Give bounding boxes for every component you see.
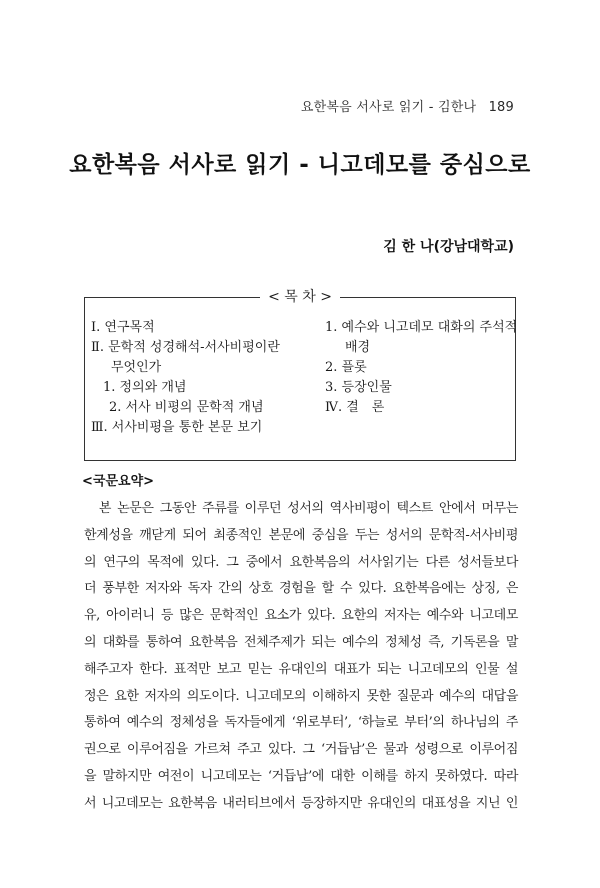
toc-title bbox=[85, 288, 515, 306]
abstract-line: 을 말하지만 여전이 니고데모는 ‘거듭남’에 대한 이해를 하지 못하였다. 따라 bbox=[84, 768, 518, 784]
toc-right-column bbox=[325, 318, 518, 418]
abstract-heading: <국문요약> bbox=[82, 474, 155, 489]
abstract-line: 통하여 예수의 정체성을 독자들에게 ‘위로부터’, ‘하늘로 부터’의 하나님의 주 bbox=[84, 715, 518, 731]
toc-item: 3. 등장인물 bbox=[325, 380, 392, 395]
toc-left-column bbox=[91, 318, 311, 438]
article-title: 요한복음 서사로 읽기 - 니고데모를 중심으로 bbox=[69, 152, 531, 178]
abstract-line: 더 풍부한 저자와 독자 간의 상호 경험을 할 수 있다. 요한복음에는 상징, 은 bbox=[84, 581, 518, 597]
abstract-line: 의 연구의 목적에 있다. 그 중에서 요한복음의 서사읽기는 다른 성서들보다 bbox=[84, 554, 518, 570]
abstract-line: 정은 요한 저자의 의도이다. 니고데모의 이해하지 못한 질문과 예수의 대답을 bbox=[84, 688, 518, 704]
toc-item: 2. 서사 비평의 문학적 개념 bbox=[109, 400, 264, 415]
toc-item: 1. 예수와 니고데모 대화의 주석적 bbox=[325, 320, 518, 335]
abstract-line: 유, 아이러니 등 많은 문학적인 요소가 있다. 요한의 저자는 예수와 니고데모 bbox=[84, 608, 518, 624]
abstract-line: 서 니고데모는 요한복음 내러티브에서 등장하지만 유대인의 대표성을 지닌 인 bbox=[84, 795, 518, 811]
toc-item: 배경 bbox=[345, 340, 371, 355]
table-of-contents bbox=[84, 289, 518, 461]
abstract-line: 해주고자 한다. 표적만 보고 믿는 유대인의 대표가 되는 니고데모의 인물 설 bbox=[84, 661, 518, 677]
toc-item: Ⅰ. 연구목적 bbox=[91, 320, 155, 335]
toc-item: Ⅲ. 서사비평을 통한 본문 보기 bbox=[91, 420, 263, 435]
author-affiliation: 김 한 나(강남대학교) bbox=[383, 239, 514, 255]
toc-title-text: < 목 차 > bbox=[260, 289, 340, 305]
abstract-line: 본 논문은 그동안 주류를 이루던 성서의 역사비평이 텍스트 안에서 머무는 bbox=[84, 501, 518, 516]
toc-item: 무엇인가 bbox=[111, 360, 162, 375]
toc-item: Ⅱ. 문학적 성경해석-서사비평이란 bbox=[91, 340, 280, 355]
running-header bbox=[301, 96, 514, 115]
running-title: 요한복음 서사로 읽기 - 김한나 bbox=[300, 100, 477, 115]
abstract-line: 한계성을 깨닫게 되어 최종적인 본문에 중심을 두는 성서의 문학적-서사비평 bbox=[84, 527, 518, 543]
toc-item: 2. 플롯 bbox=[325, 360, 367, 375]
abstract-line: 권으로 이루어짐을 가르쳐 주고 있다. 그 ‘거듭남’은 물과 성령으로 이루어짐 bbox=[84, 742, 518, 758]
abstract-body bbox=[84, 496, 518, 818]
toc-item: 1. 정의와 개념 bbox=[103, 380, 187, 395]
abstract-line: 의 대화를 통하여 요한복음 전체주제가 되는 예수의 정체성 즉, 기독론을 말 bbox=[84, 634, 518, 650]
toc-item: Ⅳ. 결 론 bbox=[325, 400, 385, 415]
page-number: 189 bbox=[488, 100, 514, 115]
